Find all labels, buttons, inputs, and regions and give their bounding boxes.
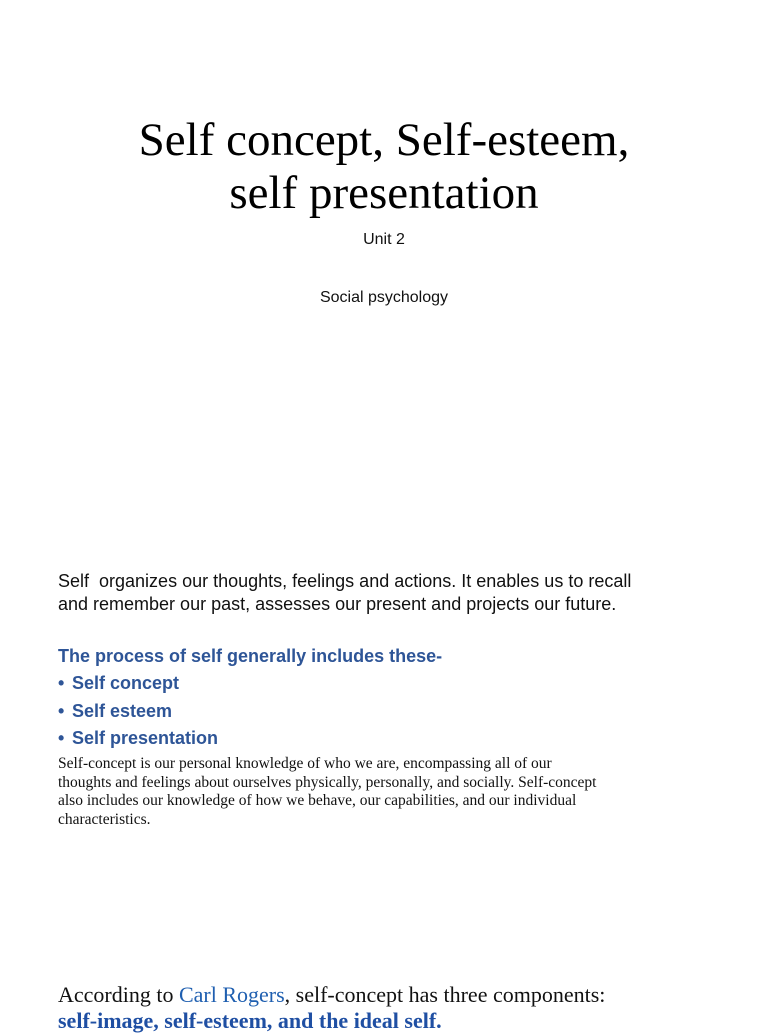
- bullet-icon: •: [58, 673, 65, 693]
- list-item: [58, 700, 218, 728]
- definition-line-1: Self-concept is our personal knowledge of who we are, encompassing all of our: [58, 755, 552, 772]
- subject-label: Social psychology: [319, 289, 449, 306]
- definition-line-4: characteristics.: [58, 810, 151, 828]
- bullet-label: Self presentation: [72, 728, 219, 748]
- title-line-2: self presentation: [229, 167, 539, 219]
- process-heading: The process of self generally includes these-: [58, 646, 443, 666]
- bullet-icon: •: [58, 728, 65, 748]
- rogers-intro-rest: , self-concept has three components:: [284, 982, 606, 1007]
- components-list: self-image, self-esteem, and the ideal self.: [58, 1008, 442, 1033]
- rogers-intro: According to: [58, 982, 179, 1007]
- list-item: [58, 727, 218, 755]
- unit-label: Unit 2: [363, 231, 405, 248]
- title-line-1: Self concept, Self-esteem,: [138, 114, 630, 166]
- intro-line-2: and remember our past, assesses our present and projects our future.: [58, 594, 617, 614]
- bullet-icon: •: [58, 700, 65, 721]
- carl-rogers-link[interactable]: Carl Rogers: [178, 982, 285, 1007]
- process-list: [58, 672, 218, 755]
- list-item: [58, 672, 218, 700]
- definition-line-2: thoughts and feelings about ourselves physically, personally, and socially. Self-concept: [58, 773, 597, 791]
- bullet-label: Self esteem: [72, 700, 173, 721]
- self-concept-definition: [58, 755, 718, 829]
- intro-paragraph: [58, 570, 738, 616]
- definition-line-3: also includes our knowledge of how we behave, our capabilities, and our individual: [58, 792, 577, 809]
- rogers-text: [58, 982, 758, 1034]
- bullet-label: Self concept: [72, 673, 180, 693]
- page-title: [0, 114, 768, 220]
- intro-line-1: Self organizes our thoughts, feelings and actions. It enables us to recall: [58, 571, 632, 591]
